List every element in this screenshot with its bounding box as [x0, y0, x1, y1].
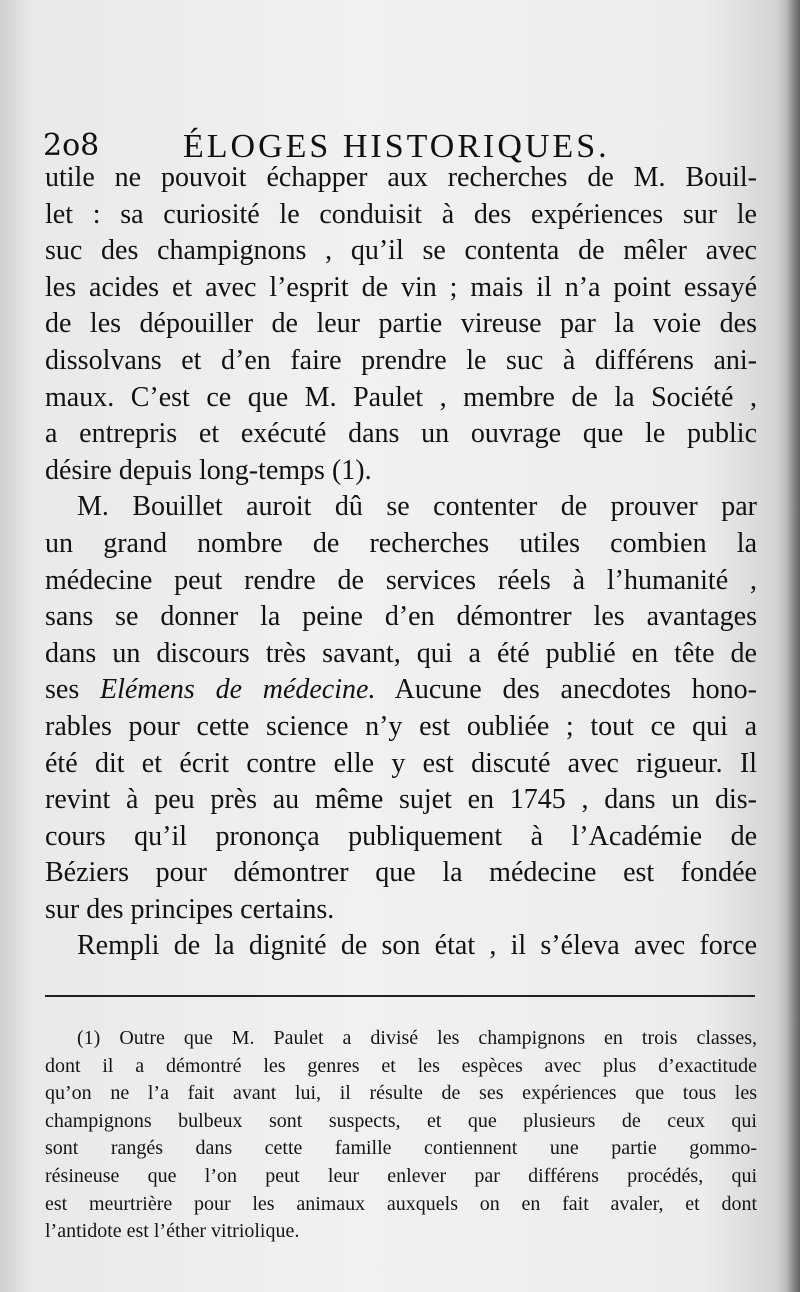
book-title-italic: Elémens de médecine. [99, 674, 376, 706]
page-number: 2o8 [43, 128, 100, 163]
text-line: sans se donner la peine d’en démontrer les avantages [45, 601, 757, 633]
footnote-line: champignons bulbeux sont suspects, et que plusieurs de ceux qui [45, 1109, 757, 1132]
text-line: maux. C’est ce que M. Paulet , membre de la Société , [45, 381, 757, 413]
footnote-line: dont il a démontré les genres et les espèces avec plus d’exactitude [45, 1054, 757, 1077]
text-line: été dit et écrit contre elle y est discuté avec rigueur. Il [45, 747, 757, 779]
text-line: rables pour cette science n’y est oubliée ; tout ce qui a [45, 710, 757, 742]
text-line: revint à peu près au même sujet en 1745 , dans un dis- [45, 784, 757, 816]
text-line: sur des principes certains. [45, 893, 335, 925]
running-title: ÉLOGES HISTORIQUES. [183, 128, 610, 165]
footnote-divider [45, 995, 755, 997]
text-line: Béziers pour démontrer que la médecine est fondée [45, 857, 757, 889]
text-line-with-title [45, 672, 757, 709]
text-segment: ses [45, 674, 100, 706]
footnote-line: sont rangés dans cette famille contiennent une partie gommo- [45, 1137, 757, 1160]
text-line: désire depuis long-temps (1). [45, 454, 372, 486]
text-line: médecine peut rendre de services réels à l’humanité , [45, 564, 757, 596]
page-edge-shadow [786, 0, 800, 1292]
text-line: les acides et avec l’esprit de vin ; mais il n’a point essayé [45, 271, 757, 303]
footnote-line: qu’on ne l’a fait avant lui, il résulte de ses expériences que tous les [45, 1082, 757, 1105]
text-line: utile ne pouvoit échapper aux recherches de M. Bouil- [45, 162, 757, 193]
text-line: un grand nombre de recherches utiles combien la [45, 527, 757, 559]
text-line: a entrepris et exécuté dans un ouvrage que le public [45, 418, 757, 450]
footnote-line: l’antidote est l’éther vitriolique. [45, 1220, 300, 1243]
text-line: dissolvans et d’en faire prendre le suc à différens ani- [45, 344, 757, 376]
text-segment: Aucune des anecdotes hono- [375, 674, 757, 706]
main-text [45, 160, 757, 965]
text-line: cours qu’il prononça publiquement à l’Académie de [45, 820, 757, 852]
text-line: suc des champignons , qu’il se contenta de mêler avec [45, 235, 757, 267]
text-line: dans un discours très savant, qui a été publié en tête de [45, 637, 757, 669]
paragraph-start-line: M. Bouillet auroit dû se contenter de prouver par [77, 491, 757, 523]
text-line: let : sa curiosité le conduisit à des expériences sur le [45, 198, 757, 230]
paragraph-start-line: Rempli de la dignité de son état , il s’éleva avec force [77, 930, 757, 962]
text-line: de les dépouiller de leur partie vireuse par la voie des [45, 308, 757, 340]
footnote [45, 1025, 757, 1246]
footnote-line: résineuse que l’on peut leur enlever par différens procédés, qui [45, 1164, 757, 1187]
footnote-line: (1) Outre que M. Paulet a divisé les champignons en trois classes, [77, 1027, 757, 1049]
footnote-line: est meurtrière pour les animaux auxquels on en fait avaler, et dont [45, 1192, 757, 1215]
